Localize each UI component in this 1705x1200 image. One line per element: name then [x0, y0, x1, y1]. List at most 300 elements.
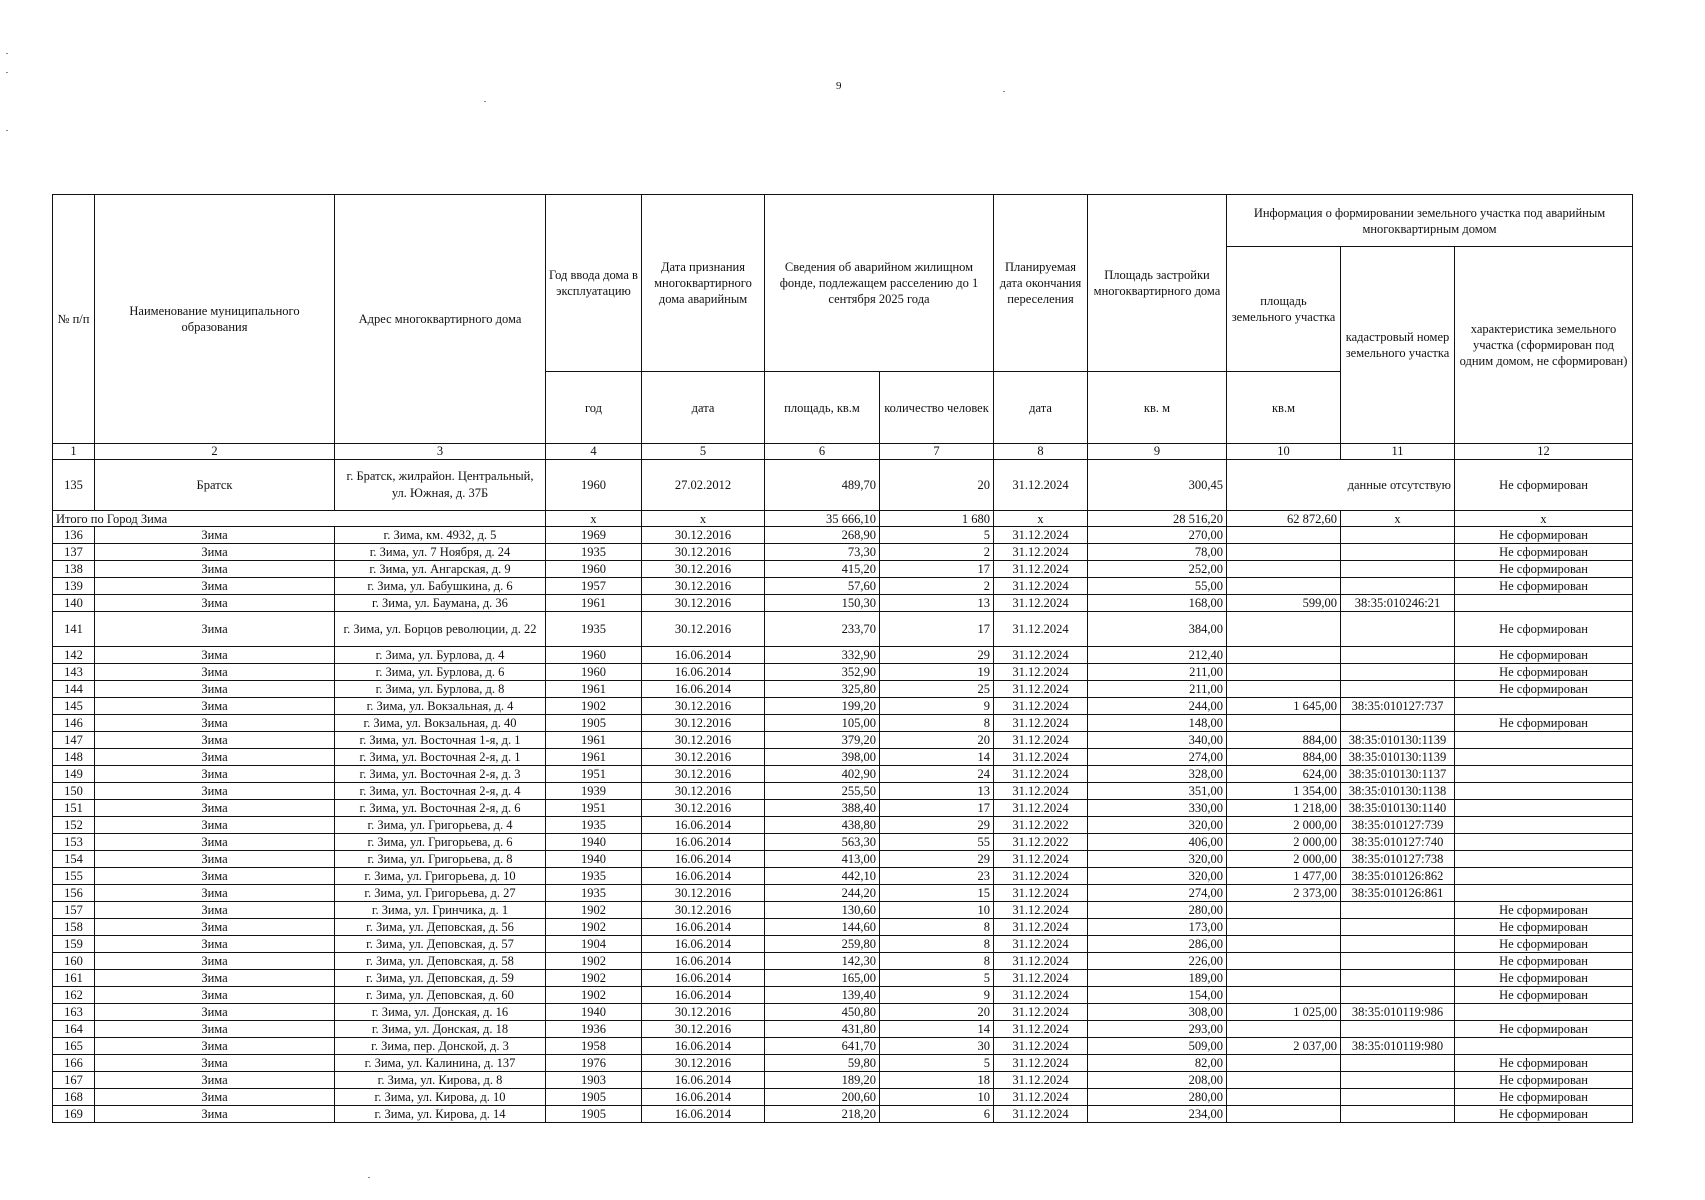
cell-municipality: Зима — [95, 544, 335, 561]
cell-area: 563,30 — [765, 834, 880, 851]
cell-characteristic: Не сформирован — [1455, 936, 1633, 953]
cell-year: 1960 — [546, 561, 642, 578]
cell-year: 1961 — [546, 595, 642, 612]
cell-plan-date: 31.12.2024 — [994, 783, 1088, 800]
cell-characteristic — [1455, 868, 1633, 885]
cell-date: 30.12.2016 — [642, 902, 765, 919]
cell-plan-date: 31.12.2024 — [994, 595, 1088, 612]
cell-build-area: 320,00 — [1088, 851, 1227, 868]
cell-people: 10 — [880, 1089, 994, 1106]
cell-build-area: 280,00 — [1088, 1089, 1227, 1106]
table-row — [53, 749, 1633, 766]
cell-land-area — [1227, 953, 1341, 970]
table-row — [53, 1021, 1633, 1038]
cell-date: 16.06.2014 — [642, 987, 765, 1004]
cell-people: 15 — [880, 885, 994, 902]
cell-municipality: Зима — [95, 1004, 335, 1021]
cell-people: 25 — [880, 681, 994, 698]
cell-build-area: 351,00 — [1088, 783, 1227, 800]
cell-cadastral — [1341, 715, 1455, 732]
table-row — [53, 527, 1633, 544]
cell-characteristic: Не сформирован — [1455, 527, 1633, 544]
total-land-area: 62 872,60 — [1227, 511, 1341, 527]
cell-municipality: Зима — [95, 851, 335, 868]
cell-date: 16.06.2014 — [642, 953, 765, 970]
cell-area: 268,90 — [765, 527, 880, 544]
cell-municipality: Зима — [95, 766, 335, 783]
cell-plan-date: 31.12.2024 — [994, 527, 1088, 544]
cell-build-area: 173,00 — [1088, 919, 1227, 936]
cell-date: 30.12.2016 — [642, 561, 765, 578]
cell-cadastral — [1341, 664, 1455, 681]
cell-plan-date: 31.12.2024 — [994, 1072, 1088, 1089]
cell-cadastral — [1341, 919, 1455, 936]
cell-municipality: Зима — [95, 647, 335, 664]
cell-area: 218,20 — [765, 1106, 880, 1123]
table-row — [53, 1038, 1633, 1055]
cell-build-area: 274,00 — [1088, 885, 1227, 902]
cell-address: г. Зима, ул. Ангарская, д. 9 — [335, 561, 546, 578]
cell-year: 1960 — [546, 647, 642, 664]
cell-cadastral — [1341, 544, 1455, 561]
cell-characteristic: Не сформирован — [1455, 578, 1633, 595]
cell-plan-date: 31.12.2024 — [994, 544, 1088, 561]
cell-no: 154 — [53, 851, 95, 868]
cell-build-area: 168,00 — [1088, 595, 1227, 612]
cell-build-area: 211,00 — [1088, 681, 1227, 698]
header-planned-date: Планируемая дата окончания переселения — [994, 195, 1088, 372]
cell-plan-date: 31.12.2024 — [994, 1021, 1088, 1038]
cell-year: 1969 — [546, 527, 642, 544]
cell-plan-date: 31.12.2024 — [994, 851, 1088, 868]
cell-people: 5 — [880, 970, 994, 987]
cell-characteristic: Не сформирован — [1455, 987, 1633, 1004]
cell-year: 1960 — [546, 460, 642, 511]
unit-year: год — [546, 372, 642, 444]
cell-address: г. Зима, ул. Баумана, д. 36 — [335, 595, 546, 612]
cell-address: г. Зима, пер. Донской, д. 3 — [335, 1038, 546, 1055]
cell-build-area: 328,00 — [1088, 766, 1227, 783]
cell-area: 105,00 — [765, 715, 880, 732]
table-row — [53, 817, 1633, 834]
cell-year: 1905 — [546, 1089, 642, 1106]
cell-no: 159 — [53, 936, 95, 953]
column-number: 11 — [1341, 444, 1455, 460]
cell-year: 1940 — [546, 1004, 642, 1021]
cell-date: 30.12.2016 — [642, 595, 765, 612]
table-row — [53, 936, 1633, 953]
unit-build-area: кв. м — [1088, 372, 1227, 444]
cell-people: 8 — [880, 953, 994, 970]
cell-build-area: 286,00 — [1088, 936, 1227, 953]
table-row — [53, 987, 1633, 1004]
cell-land-area: 2 037,00 — [1227, 1038, 1341, 1055]
table-row — [53, 544, 1633, 561]
cell-plan-date: 31.12.2024 — [994, 664, 1088, 681]
cell-cadastral: 38:35:010126:861 — [1341, 885, 1455, 902]
table-row — [53, 578, 1633, 595]
cell-area: 415,20 — [765, 561, 880, 578]
cell-municipality: Зима — [95, 578, 335, 595]
cell-characteristic — [1455, 766, 1633, 783]
cell-municipality: Зима — [95, 1089, 335, 1106]
cell-land-area — [1227, 1089, 1341, 1106]
cell-cadastral: 38:35:010130:1140 — [1341, 800, 1455, 817]
cell-date: 30.12.2016 — [642, 1004, 765, 1021]
cell-land-area — [1227, 987, 1341, 1004]
cell-land-area — [1227, 1055, 1341, 1072]
cell-no: 141 — [53, 612, 95, 647]
cell-people: 24 — [880, 766, 994, 783]
cell-no: 163 — [53, 1004, 95, 1021]
cell-year: 1961 — [546, 749, 642, 766]
cell-address: г. Зима, ул. Григорьева, д. 8 — [335, 851, 546, 868]
table-row — [53, 766, 1633, 783]
cell-plan-date: 31.12.2024 — [994, 460, 1088, 511]
cell-characteristic — [1455, 783, 1633, 800]
cell-municipality: Зима — [95, 936, 335, 953]
cell-year: 1939 — [546, 783, 642, 800]
cell-land-area — [1227, 664, 1341, 681]
cell-plan-date: 31.12.2024 — [994, 1004, 1088, 1021]
cell-date: 16.06.2014 — [642, 919, 765, 936]
cell-date: 30.12.2016 — [642, 783, 765, 800]
header-land-info: Информация о формировании земельного участка под аварийным многоквартирным домом — [1227, 195, 1633, 247]
cell-characteristic: Не сформирован — [1455, 681, 1633, 698]
cell-build-area: 320,00 — [1088, 817, 1227, 834]
table-row — [53, 1055, 1633, 1072]
cell-date: 27.02.2012 — [642, 460, 765, 511]
table-row — [53, 612, 1633, 647]
cell-plan-date: 31.12.2024 — [994, 1038, 1088, 1055]
cell-year: 1935 — [546, 612, 642, 647]
cell-year: 1905 — [546, 1106, 642, 1123]
cell-date: 16.06.2014 — [642, 851, 765, 868]
cell-municipality: Зима — [95, 885, 335, 902]
cell-no: 150 — [53, 783, 95, 800]
cell-characteristic: Не сформирован — [1455, 1055, 1633, 1072]
cell-people: 30 — [880, 1038, 994, 1055]
cell-address: г. Зима, ул. Деповская, д. 58 — [335, 953, 546, 970]
cell-year: 1904 — [546, 936, 642, 953]
cell-cadastral — [1341, 1106, 1455, 1123]
cell-build-area: 384,00 — [1088, 612, 1227, 647]
cell-municipality: Зима — [95, 953, 335, 970]
cell-plan-date: 31.12.2024 — [994, 766, 1088, 783]
table-row — [53, 834, 1633, 851]
table-body — [53, 460, 1633, 1123]
cell-area: 398,00 — [765, 749, 880, 766]
table-row — [53, 595, 1633, 612]
cell-land-area — [1227, 647, 1341, 664]
cell-land-area — [1227, 544, 1341, 561]
cell-no: 153 — [53, 834, 95, 851]
cell-land-area — [1227, 902, 1341, 919]
cell-address: г. Зима, ул. Вокзальная, д. 4 — [335, 698, 546, 715]
cell-date: 30.12.2016 — [642, 749, 765, 766]
cell-land-area — [1227, 681, 1341, 698]
cell-build-area: 212,40 — [1088, 647, 1227, 664]
cell-no: 166 — [53, 1055, 95, 1072]
cell-year: 1935 — [546, 544, 642, 561]
total-date: x — [642, 511, 765, 527]
cell-data-absent: данные отсутствую — [1227, 460, 1455, 511]
header-year: Год ввода дома в эксплуатацию — [546, 195, 642, 372]
table-row — [53, 664, 1633, 681]
cell-cadastral: 38:35:010119:986 — [1341, 1004, 1455, 1021]
cell-area: 189,20 — [765, 1072, 880, 1089]
cell-cadastral: 38:35:010127:739 — [1341, 817, 1455, 834]
total-characteristic: x — [1455, 511, 1633, 527]
cell-people: 23 — [880, 868, 994, 885]
cell-area: 641,70 — [765, 1038, 880, 1055]
cell-build-area: 308,00 — [1088, 1004, 1227, 1021]
cell-year: 1935 — [546, 817, 642, 834]
total-row — [53, 511, 1633, 527]
column-number: 1 — [53, 444, 95, 460]
table-row — [53, 919, 1633, 936]
cell-municipality: Зима — [95, 1106, 335, 1123]
cell-municipality: Зима — [95, 868, 335, 885]
cell-cadastral: 38:35:010119:980 — [1341, 1038, 1455, 1055]
cell-plan-date: 31.12.2024 — [994, 647, 1088, 664]
cell-municipality: Зима — [95, 612, 335, 647]
column-numbers-row — [53, 444, 1633, 460]
cell-year: 1961 — [546, 732, 642, 749]
column-number: 8 — [994, 444, 1088, 460]
cell-address: г. Зима, ул. Бурлова, д. 4 — [335, 647, 546, 664]
cell-cadastral: 38:35:010130:1139 — [1341, 732, 1455, 749]
header-cadastral: кадастровый номер земельного участка — [1341, 247, 1455, 444]
cell-no: 158 — [53, 919, 95, 936]
cell-no: 138 — [53, 561, 95, 578]
cell-municipality: Зима — [95, 561, 335, 578]
cell-cadastral: 38:35:010127:737 — [1341, 698, 1455, 715]
cell-characteristic: Не сформирован — [1455, 1072, 1633, 1089]
cell-year: 1940 — [546, 834, 642, 851]
cell-land-area — [1227, 919, 1341, 936]
cell-characteristic — [1455, 1004, 1633, 1021]
cell-date: 30.12.2016 — [642, 698, 765, 715]
cell-address: г. Зима, ул. Восточная 2-я, д. 4 — [335, 783, 546, 800]
cell-characteristic — [1455, 800, 1633, 817]
cell-area: 402,90 — [765, 766, 880, 783]
cell-people: 20 — [880, 732, 994, 749]
cell-land-area: 2 000,00 — [1227, 851, 1341, 868]
cell-area: 352,90 — [765, 664, 880, 681]
table-row — [53, 1106, 1633, 1123]
cell-no: 168 — [53, 1089, 95, 1106]
total-plan-date: x — [994, 511, 1088, 527]
unit-date: дата — [642, 372, 765, 444]
table-row — [53, 783, 1633, 800]
cell-land-area: 884,00 — [1227, 732, 1341, 749]
column-number: 2 — [95, 444, 335, 460]
column-number: 12 — [1455, 444, 1633, 460]
cell-date: 30.12.2016 — [642, 800, 765, 817]
column-number: 3 — [335, 444, 546, 460]
cell-address: г. Зима, ул. Восточная 1-я, д. 1 — [335, 732, 546, 749]
cell-cadastral — [1341, 561, 1455, 578]
cell-area: 259,80 — [765, 936, 880, 953]
cell-address: г. Зима, ул. Восточная 2-я, д. 6 — [335, 800, 546, 817]
unit-land-area: кв.м — [1227, 372, 1341, 444]
cell-municipality: Зима — [95, 817, 335, 834]
cell-cadastral: 38:35:010130:1137 — [1341, 766, 1455, 783]
cell-area: 130,60 — [765, 902, 880, 919]
header-land-area: площадь земельного участка — [1227, 247, 1341, 372]
cell-build-area: 270,00 — [1088, 527, 1227, 544]
cell-plan-date: 31.12.2024 — [994, 987, 1088, 1004]
cell-municipality: Зима — [95, 1021, 335, 1038]
cell-area: 255,50 — [765, 783, 880, 800]
cell-address: г. Зима, ул. Кирова, д. 10 — [335, 1089, 546, 1106]
table-row — [53, 885, 1633, 902]
cell-land-area — [1227, 561, 1341, 578]
cell-area: 332,90 — [765, 647, 880, 664]
cell-cadastral — [1341, 681, 1455, 698]
cell-area: 442,10 — [765, 868, 880, 885]
cell-no: 148 — [53, 749, 95, 766]
cell-no: 162 — [53, 987, 95, 1004]
cell-characteristic: Не сформирован — [1455, 953, 1633, 970]
cell-municipality: Зима — [95, 527, 335, 544]
cell-municipality: Зима — [95, 1055, 335, 1072]
cell-no: 145 — [53, 698, 95, 715]
cell-no: 135 — [53, 460, 95, 511]
cell-people: 8 — [880, 919, 994, 936]
cell-people: 10 — [880, 902, 994, 919]
cell-year: 1902 — [546, 953, 642, 970]
cell-year: 1976 — [546, 1055, 642, 1072]
table-row — [53, 1089, 1633, 1106]
cell-date: 16.06.2014 — [642, 681, 765, 698]
cell-date: 16.06.2014 — [642, 664, 765, 681]
cell-people: 8 — [880, 715, 994, 732]
cell-land-area: 2 000,00 — [1227, 834, 1341, 851]
cell-people: 17 — [880, 561, 994, 578]
table-row — [53, 902, 1633, 919]
cell-area: 438,80 — [765, 817, 880, 834]
cell-build-area: 274,00 — [1088, 749, 1227, 766]
total-people: 1 680 — [880, 511, 994, 527]
cell-characteristic: Не сформирован — [1455, 919, 1633, 936]
cell-build-area: 208,00 — [1088, 1072, 1227, 1089]
cell-cadastral — [1341, 902, 1455, 919]
cell-no: 160 — [53, 953, 95, 970]
cell-people: 19 — [880, 664, 994, 681]
cell-plan-date: 31.12.2024 — [994, 715, 1088, 732]
cell-year: 1903 — [546, 1072, 642, 1089]
cell-land-area: 624,00 — [1227, 766, 1341, 783]
cell-build-area: 252,00 — [1088, 561, 1227, 578]
cell-address: г. Зима, ул. Григорьева, д. 27 — [335, 885, 546, 902]
column-number: 4 — [546, 444, 642, 460]
cell-cadastral — [1341, 1055, 1455, 1072]
cell-plan-date: 31.12.2022 — [994, 817, 1088, 834]
cell-date: 30.12.2016 — [642, 715, 765, 732]
table-header — [53, 195, 1633, 460]
cell-address: г. Зима, ул. Бурлова, д. 6 — [335, 664, 546, 681]
cell-build-area: 82,00 — [1088, 1055, 1227, 1072]
unit-plan-date: дата — [994, 372, 1088, 444]
cell-cadastral: 38:35:010127:740 — [1341, 834, 1455, 851]
cell-characteristic: Не сформирован — [1455, 1021, 1633, 1038]
cell-land-area — [1227, 578, 1341, 595]
cell-characteristic — [1455, 749, 1633, 766]
cell-cadastral — [1341, 612, 1455, 647]
cell-land-area: 884,00 — [1227, 749, 1341, 766]
cell-build-area: 148,00 — [1088, 715, 1227, 732]
cell-characteristic: Не сформирован — [1455, 460, 1633, 511]
cell-address: г. Зима, ул. Вокзальная, д. 40 — [335, 715, 546, 732]
cell-cadastral — [1341, 647, 1455, 664]
cell-municipality: Зима — [95, 749, 335, 766]
cell-characteristic — [1455, 851, 1633, 868]
cell-address: г. Зима, ул. Григорьева, д. 6 — [335, 834, 546, 851]
cell-address: г. Зима, ул. Бабушкина, д. 6 — [335, 578, 546, 595]
cell-date: 30.12.2016 — [642, 766, 765, 783]
cell-plan-date: 31.12.2024 — [994, 919, 1088, 936]
cell-area: 59,80 — [765, 1055, 880, 1072]
cell-people: 13 — [880, 595, 994, 612]
cell-characteristic: Не сформирован — [1455, 612, 1633, 647]
cell-address: г. Зима, ул. Кирова, д. 14 — [335, 1106, 546, 1123]
cell-people: 17 — [880, 800, 994, 817]
cell-no: 157 — [53, 902, 95, 919]
cell-build-area: 293,00 — [1088, 1021, 1227, 1038]
total-label: Итого по Город Зима — [53, 511, 546, 527]
cell-land-area — [1227, 527, 1341, 544]
cell-no: 169 — [53, 1106, 95, 1123]
cell-land-area: 1 477,00 — [1227, 868, 1341, 885]
cell-land-area — [1227, 1021, 1341, 1038]
cell-year: 1961 — [546, 681, 642, 698]
cell-characteristic: Не сформирован — [1455, 664, 1633, 681]
cell-address: г. Зима, ул. Деповская, д. 60 — [335, 987, 546, 1004]
cell-area: 450,80 — [765, 1004, 880, 1021]
cell-address: г. Зима, ул. Гринчика, д. 1 — [335, 902, 546, 919]
cell-year: 1960 — [546, 664, 642, 681]
column-number: 10 — [1227, 444, 1341, 460]
cell-year: 1905 — [546, 715, 642, 732]
cell-characteristic — [1455, 595, 1633, 612]
total-area: 35 666,10 — [765, 511, 880, 527]
cell-no: 167 — [53, 1072, 95, 1089]
cell-address: г. Братск, жилрайон. Центральный, ул. Южная, д. 37Б — [335, 460, 546, 511]
cell-land-area — [1227, 1106, 1341, 1123]
cell-no: 143 — [53, 664, 95, 681]
cell-build-area: 154,00 — [1088, 987, 1227, 1004]
cell-characteristic: Не сформирован — [1455, 1089, 1633, 1106]
cell-people: 29 — [880, 647, 994, 664]
cell-no: 144 — [53, 681, 95, 698]
table-row — [53, 800, 1633, 817]
cell-characteristic — [1455, 732, 1633, 749]
cell-date: 16.06.2014 — [642, 970, 765, 987]
cell-plan-date: 31.12.2024 — [994, 1089, 1088, 1106]
table-row — [53, 851, 1633, 868]
cell-people: 55 — [880, 834, 994, 851]
cell-plan-date: 31.12.2024 — [994, 749, 1088, 766]
cell-build-area: 78,00 — [1088, 544, 1227, 561]
cell-date: 16.06.2014 — [642, 1072, 765, 1089]
cell-people: 9 — [880, 987, 994, 1004]
cell-cadastral — [1341, 987, 1455, 1004]
cell-land-area — [1227, 970, 1341, 987]
cell-municipality: Зима — [95, 987, 335, 1004]
cell-municipality: Зима — [95, 1072, 335, 1089]
